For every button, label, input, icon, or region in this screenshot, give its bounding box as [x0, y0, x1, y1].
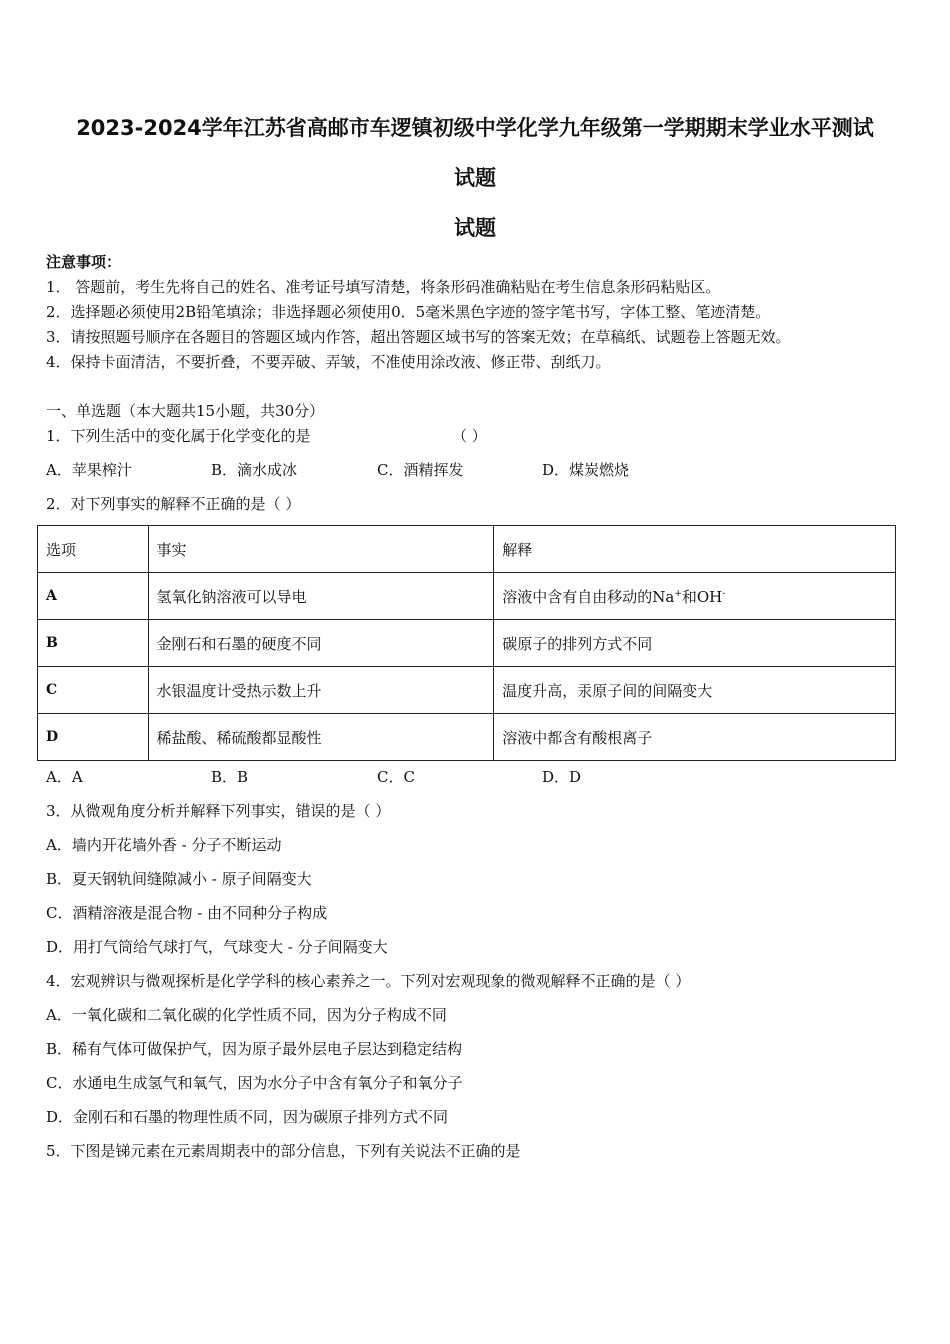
option-b: B．稀有气体可做保护气，因为原子最外层电子层达到稳定结构 — [46, 1040, 463, 1058]
header-option: 选项 — [38, 526, 149, 573]
option-c: C．酒精溶液是混合物 - 由不同种分子构成 — [46, 904, 328, 922]
answer-paren: （ ） — [452, 427, 487, 445]
option-d: D．煤炭燃烧 — [542, 461, 630, 479]
option-c: C．水通电生成氢气和氧气，因为水分子中含有氧分子和氧分子 — [46, 1074, 463, 1092]
explanation-text: 和OH — [681, 587, 723, 606]
row-explanation: 温度升高，汞原子间的间隔变大 — [494, 667, 896, 714]
table-row — [38, 620, 896, 667]
option-a: A．墙内开花墙外香 - 分子不断运动 — [46, 836, 282, 854]
option-d: D．用打气筒给气球打气，气球变大 - 分子间隔变大 — [46, 938, 388, 956]
table-row — [38, 714, 896, 761]
exam-title-line2: 试题 — [454, 166, 496, 190]
exam-subtitle: 试题 — [454, 216, 496, 240]
exam-title: 2023-2024学年江苏省高邮市车逻镇初级中学化学九年级第一学期期末学业水平测试 — [76, 116, 874, 140]
option-d: D．金刚石和石墨的物理性质不同，因为碳原子排列方式不同 — [46, 1108, 449, 1126]
question-5-text: 5．下图是锑元素在元素周期表中的部分信息，下列有关说法不正确的是 — [46, 1142, 521, 1160]
notice-item: 2．选择题必须使用2B铅笔填涂；非选择题必须使用0．5毫米黑色字迹的签字笔书写，字体工整、笔迹清楚。 — [46, 303, 771, 321]
option-c: C．酒精挥发 — [377, 461, 464, 479]
option-a: A．一氧化碳和二氧化碳的化学性质不同，因为分子构成不同 — [46, 1006, 447, 1024]
option-d: D．D — [542, 768, 582, 786]
row-explanation: 碳原子的排列方式不同 — [494, 620, 896, 667]
row-explanation — [494, 573, 896, 620]
row-fact: 氢氧化钠溶液可以导电 — [148, 573, 494, 620]
option-b: B．滴水成冰 — [211, 461, 298, 479]
row-option: D — [38, 714, 149, 761]
row-option: A — [38, 573, 149, 620]
question-2-text: 2．对下列事实的解释不正确的是（ ） — [46, 495, 301, 513]
question-1 — [46, 426, 487, 446]
row-option: B — [38, 620, 149, 667]
notice-item: 1． 答题前，考生先将自己的姓名、准考证号填写清楚，将条形码准确粘贴在考生信息条形码粘贴区。 — [46, 278, 721, 296]
explanation-text: 溶液中含有自由移动的Na — [502, 587, 675, 606]
notice-item: 3．请按照题号顺序在各题目的答题区域内作答，超出答题区域书写的答案无效；在草稿纸、试题卷上答题无效。 — [46, 328, 791, 346]
table-row — [38, 667, 896, 714]
notice-heading: 注意事项： — [46, 253, 122, 271]
table-header-row — [38, 526, 896, 573]
question-4-text: 4．宏观辨识与微观探析是化学学科的核心素养之一。下列对宏观现象的微观解释不正确的是（ ） — [46, 972, 691, 990]
question-3-text: 3．从微观角度分析并解释下列事实，错误的是（ ） — [46, 802, 391, 820]
superscript: + — [674, 588, 682, 599]
header-fact: 事实 — [148, 526, 494, 573]
row-fact: 水银温度计受热示数上升 — [148, 667, 494, 714]
row-option: C — [38, 667, 149, 714]
facts-table — [37, 525, 896, 761]
section-heading: 一、单选题（本大题共15小题，共30分） — [46, 402, 325, 420]
question-1-text: 1．下列生活中的变化属于化学变化的是 — [46, 427, 311, 445]
superscript: - — [722, 588, 726, 599]
option-b: B．夏天钢轨间缝隙减小 - 原子间隔变大 — [46, 870, 312, 888]
option-b: B．B — [211, 768, 249, 786]
row-fact: 金刚石和石墨的硬度不同 — [148, 620, 494, 667]
option-a: A．A — [46, 768, 83, 786]
table-row — [38, 573, 896, 620]
row-explanation: 溶液中都含有酸根离子 — [494, 714, 896, 761]
notice-item: 4．保持卡面清洁，不要折叠，不要弄破、弄皱，不准使用涂改液、修正带、刮纸刀。 — [46, 353, 611, 371]
option-c: C．C — [377, 768, 415, 786]
option-a: A．苹果榨汁 — [46, 461, 132, 479]
header-explanation: 解释 — [494, 526, 896, 573]
row-fact: 稀盐酸、稀硫酸都显酸性 — [148, 714, 494, 761]
